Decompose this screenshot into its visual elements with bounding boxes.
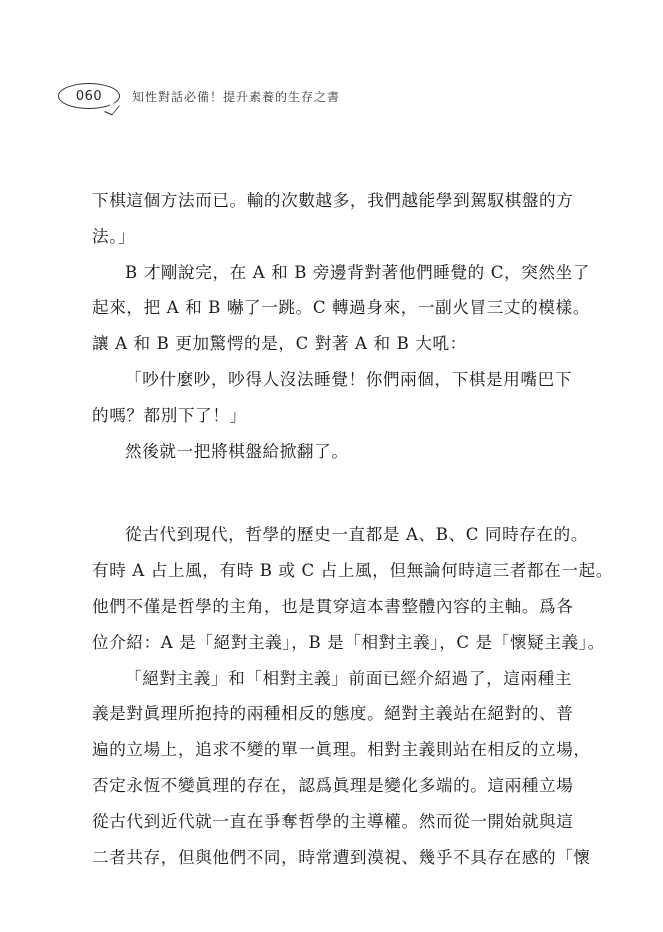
- page-number: 060: [75, 88, 103, 104]
- book-title: 知性對話必備！提升素養的生存之書: [132, 89, 341, 104]
- text-line: 然後就一把將棋盤給掀翻了。: [125, 441, 349, 461]
- paragraph: [92, 183, 574, 255]
- text-line: 的嗎？都別下了！」: [92, 405, 247, 425]
- text-line: 位介紹：A 是「絕對主義」，B 是「相對主義」，C 是「懷疑主義」。: [92, 632, 605, 652]
- text-line: 有時 A 占上風，有時 B 或 C 占上風，但無論何時這三者都在一起。: [92, 561, 613, 581]
- text-line: 下棋這個方法而已。輸的次數越多，我們越能學到駕馭棋盤的方: [92, 191, 574, 210]
- text-line: 義是對眞理所抱持的兩種相反的態度。絕對主義站在絕對的、普: [92, 704, 574, 724]
- paragraph: [92, 434, 574, 470]
- page-number-bubble: [58, 83, 120, 109]
- paragraph: [92, 661, 591, 876]
- text-line: 他們不僅是哲學的主角，也是貫穿這本書整體內容的主軸。爲各: [92, 596, 574, 616]
- body-text: [92, 183, 613, 875]
- text-line: 遍的立場上，追求不變的單一眞理。相對主義則站在相反的立場，: [92, 740, 591, 760]
- paragraph: [92, 255, 590, 362]
- text-line: 從古代到現代，哲學的歷史一直都是 A、B、C 同時存在的。: [125, 525, 589, 545]
- text-line: 「吵什麼吵，吵得人沒法睡覺！你們兩個，下棋是用嘴巴下: [125, 369, 573, 389]
- text-line: 從古代到近代就一直在爭奪哲學的主導權。然而從一開始就與這: [92, 811, 574, 831]
- text-line: 二者共存，但與他們不同，時常遭到漠視、幾乎不具存在感的「懷: [92, 847, 591, 867]
- text-line: B 才剛說完，在 A 和 B 旁邊背對著他們睡覺的 C，突然坐了: [125, 262, 590, 282]
- paragraph: [92, 362, 574, 434]
- text-line: 法。」: [92, 226, 136, 246]
- text-line: 「絕對主義」和「相對主義」前面已經介紹過了，這兩種主: [125, 668, 573, 688]
- text-line: 起來，把 A 和 B 嚇了一跳。C 轉過身來，一副火冒三丈的模樣。: [92, 298, 590, 318]
- running-header: [58, 83, 340, 109]
- section-gap: [92, 469, 574, 517]
- text-line: 否定永恆不變眞理的存在，認爲眞理是變化多端的。這兩種立場: [92, 775, 574, 795]
- paragraph: [92, 517, 613, 660]
- text-line: 讓 A 和 B 更加驚愕的是，C 對著 A 和 B 大吼：: [92, 334, 467, 354]
